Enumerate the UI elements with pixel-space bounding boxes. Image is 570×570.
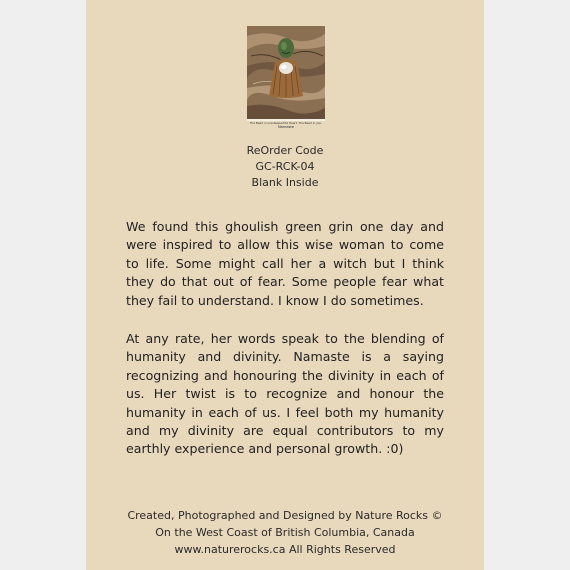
inside-note: Blank Inside (251, 176, 319, 189)
story-paragraph-1: We found this ghoulish green grin one day and were inspired to allow this wise woman to come to life. Some might call her a witch but I think they do that out of fear. Some people fear what they fail to understand. I know I do sometimes. (126, 219, 444, 308)
greeting-card-back (86, 0, 484, 570)
photo-caption: The Bead in one Respectful Heart. The Bead in you. (249, 121, 323, 125)
photo-caption-namaste: Namaste (277, 125, 295, 129)
credits-footer (86, 507, 484, 558)
reorder-label: ReOrder Code (246, 144, 324, 157)
credit-line: Created, Photographed and Designed by Nature Rocks © (127, 509, 443, 522)
location-line: On the West Coast of British Columbia, Canada (155, 526, 415, 539)
story-paragraph-2: At any rate, her words speak to the blending of humanity and divinity. Namaste is a saying recognizing and honouring the divinity in each of us. Her twist is to recognize and honour the humanity in each of us. I feel both my humanity and my divinity are equal contributors to my earthly experience and personal growth. :0) (126, 331, 444, 457)
card-photo-thumbnail (247, 26, 325, 129)
reorder-info (86, 143, 484, 191)
website-line: www.naturerocks.ca All Rights Reserved (174, 543, 396, 556)
rock-witch-photo (247, 26, 325, 121)
product-code: GC-RCK-04 (255, 160, 315, 173)
